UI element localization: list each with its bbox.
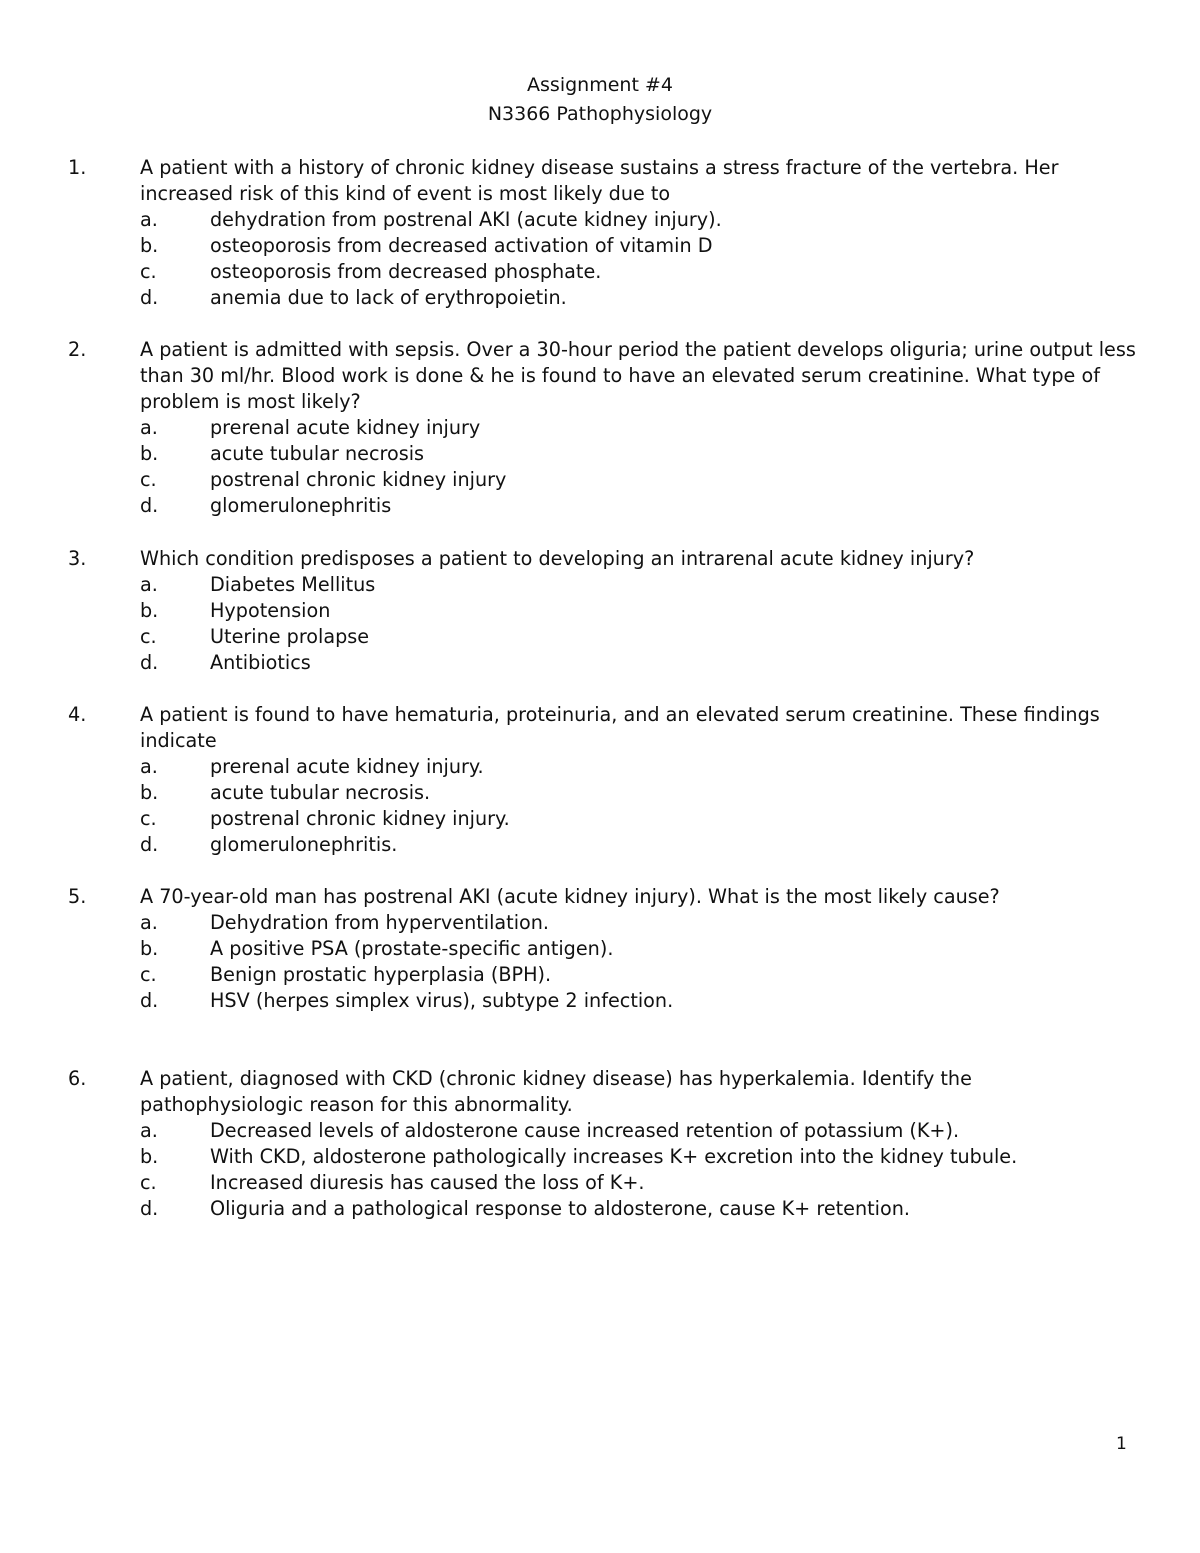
question-number: 4.: [68, 703, 87, 726]
option-a: [0, 754, 1200, 780]
option-b: [0, 233, 1200, 259]
option-d: [0, 285, 1200, 311]
question-stem: A patient is admitted with sepsis. Over a 30-hour period the patient develops oliguria; urine output less than 30 ml/hr. Blood work is done & he is found to have an elevated serum creatinine. What type of problem is most likely?: [140, 338, 1136, 413]
option-letter: d.: [140, 651, 159, 674]
option-d: [0, 650, 1200, 676]
option-letter: b.: [140, 442, 159, 465]
option-c: [0, 259, 1200, 285]
option-c: [0, 467, 1200, 493]
option-letter: c.: [140, 963, 157, 986]
question-number: 1.: [68, 156, 87, 179]
question-number: 3.: [68, 547, 87, 570]
option-letter: c.: [140, 260, 157, 283]
option-letter: b.: [140, 937, 159, 960]
question-1: [0, 155, 1200, 311]
question-stem: A patient with a history of chronic kidney disease sustains a stress fracture of the vertebra. Her increased risk of this kind of event is most likely due to: [140, 156, 1059, 205]
option-c: [0, 962, 1200, 988]
option-letter: d.: [140, 833, 159, 856]
option-a: [0, 207, 1200, 233]
option-d: [0, 832, 1200, 858]
option-b: [0, 598, 1200, 624]
option-text: dehydration from postrenal AKI (acute kidney injury).: [210, 208, 722, 231]
question-stem: A patient, diagnosed with CKD (chronic kidney disease) has hyperkalemia. Identify the pathophysiologic reason for this abnormality.: [140, 1067, 972, 1116]
question-4: [0, 702, 1200, 858]
option-text: Hypotension: [210, 599, 331, 622]
option-text: glomerulonephritis.: [210, 833, 398, 856]
question-number: 5.: [68, 885, 87, 908]
option-text: Dehydration from hyperventilation.: [210, 911, 550, 934]
question-stem: A patient is found to have hematuria, proteinuria, and an elevated serum creatinine. These findings indicate: [140, 703, 1100, 752]
option-text: acute tubular necrosis.: [210, 781, 431, 804]
option-b: [0, 441, 1200, 467]
question-5: [0, 884, 1200, 1014]
option-b: [0, 1144, 1200, 1170]
question-stem: Which condition predisposes a patient to developing an intrarenal acute kidney injury?: [140, 547, 975, 570]
option-a: [0, 910, 1200, 936]
option-letter: a.: [140, 1119, 158, 1142]
option-text: postrenal chronic kidney injury.: [210, 807, 510, 830]
question-3: [0, 546, 1200, 676]
question-6: [0, 1066, 1200, 1222]
question-stem: A 70-year-old man has postrenal AKI (acute kidney injury). What is the most likely cause?: [140, 885, 1000, 908]
option-letter: d.: [140, 989, 159, 1012]
option-text: Decreased levels of aldosterone cause increased retention of potassium (K+).: [210, 1119, 960, 1142]
option-c: [0, 1170, 1200, 1196]
option-b: [0, 780, 1200, 806]
option-c: [0, 624, 1200, 650]
question-number: 6.: [68, 1067, 87, 1090]
option-text: Oliguria and a pathological response to aldosterone, cause K+ retention.: [210, 1197, 910, 1220]
option-text: glomerulonephritis: [210, 494, 392, 517]
option-c: [0, 806, 1200, 832]
option-letter: c.: [140, 625, 157, 648]
option-letter: c.: [140, 468, 157, 491]
option-text: prerenal acute kidney injury: [210, 416, 481, 439]
option-letter: a.: [140, 208, 158, 231]
option-letter: b.: [140, 234, 159, 257]
option-text: Increased diuresis has caused the loss of K+.: [210, 1171, 645, 1194]
option-text: osteoporosis from decreased activation of vitamin D: [210, 234, 713, 257]
option-a: [0, 572, 1200, 598]
question-number: 2.: [68, 338, 87, 361]
option-b: [0, 936, 1200, 962]
option-letter: a.: [140, 911, 158, 934]
option-text: Antibiotics: [210, 651, 311, 674]
option-letter: a.: [140, 416, 158, 439]
option-letter: c.: [140, 1171, 157, 1194]
option-letter: d.: [140, 1197, 159, 1220]
option-letter: b.: [140, 1145, 159, 1168]
option-letter: d.: [140, 494, 159, 517]
option-letter: b.: [140, 781, 159, 804]
option-text: postrenal chronic kidney injury: [210, 468, 507, 491]
question-2: [0, 337, 1200, 519]
option-text: A positive PSA (prostate-specific antigen).: [210, 937, 614, 960]
option-letter: d.: [140, 286, 159, 309]
course-title: N3366 Pathophysiology: [487, 103, 713, 125]
option-d: [0, 988, 1200, 1014]
option-text: Benign prostatic hyperplasia (BPH).: [210, 963, 552, 986]
option-a: [0, 415, 1200, 441]
option-text: HSV (herpes simplex virus), subtype 2 infection.: [210, 989, 674, 1012]
option-letter: c.: [140, 807, 157, 830]
option-letter: a.: [140, 573, 158, 596]
assignment-title: Assignment #4: [527, 74, 673, 96]
option-text: Uterine prolapse: [210, 625, 370, 648]
option-d: [0, 1196, 1200, 1222]
option-text: acute tubular necrosis: [210, 442, 425, 465]
option-text: anemia due to lack of erythropoietin.: [210, 286, 567, 309]
option-letter: b.: [140, 599, 159, 622]
page-number: 1: [1116, 1434, 1127, 1454]
option-text: Diabetes Mellitus: [210, 573, 376, 596]
option-d: [0, 493, 1200, 519]
option-a: [0, 1118, 1200, 1144]
option-text: With CKD, aldosterone pathologically increases K+ excretion into the kidney tubule.: [210, 1145, 1018, 1168]
option-text: prerenal acute kidney injury.: [210, 755, 484, 778]
option-text: osteoporosis from decreased phosphate.: [210, 260, 602, 283]
option-letter: a.: [140, 755, 158, 778]
